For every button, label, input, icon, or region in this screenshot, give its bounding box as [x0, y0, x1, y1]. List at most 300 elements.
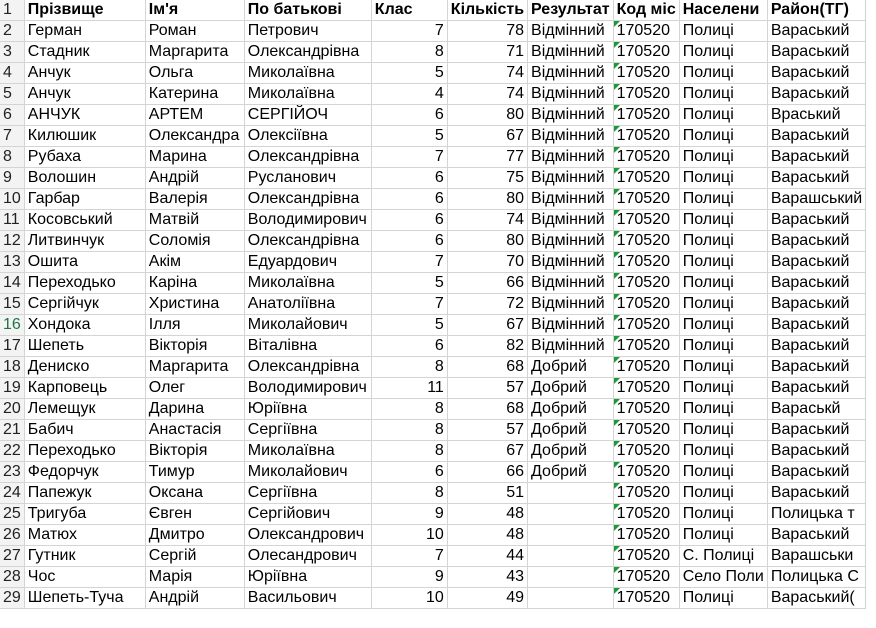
cell-result[interactable]: Відмінний [528, 252, 614, 273]
cell-surname[interactable]: Рубаха [24, 147, 145, 168]
cell-name[interactable]: Марина [145, 147, 244, 168]
cell-class[interactable]: 7 [371, 294, 447, 315]
cell-result[interactable]: Добрий [528, 357, 614, 378]
cell-district[interactable]: Вараський( [767, 588, 865, 609]
row-header[interactable]: 6 [0, 105, 24, 126]
cell-settlement[interactable]: Полиці [679, 441, 767, 462]
cell-name[interactable]: Каріна [145, 273, 244, 294]
cell-name[interactable]: АРТЕМ [145, 105, 244, 126]
cell-result[interactable]: Відмінний [528, 231, 614, 252]
cell-district[interactable]: Вараський [767, 42, 865, 63]
cell-surname[interactable]: Дениско [24, 357, 145, 378]
cell-name[interactable]: Соломія [145, 231, 244, 252]
row-header[interactable]: 21 [0, 420, 24, 441]
cell-district[interactable]: Вараський [767, 84, 865, 105]
row-header[interactable]: 12 [0, 231, 24, 252]
cell-surname[interactable]: Бабич [24, 420, 145, 441]
cell-class[interactable]: 6 [371, 210, 447, 231]
cell-class[interactable]: 6 [371, 189, 447, 210]
row-header[interactable]: 22 [0, 441, 24, 462]
cell-class[interactable]: 4 [371, 84, 447, 105]
cell-count[interactable]: 67 [447, 441, 527, 462]
cell-class[interactable]: 6 [371, 462, 447, 483]
cell-name[interactable]: Вікторія [145, 441, 244, 462]
cell-code[interactable]: 170520 [613, 21, 679, 42]
cell-count[interactable]: 77 [447, 147, 527, 168]
cell-code[interactable]: 170520 [613, 525, 679, 546]
cell-district[interactable]: Вараський [767, 210, 865, 231]
cell-settlement[interactable]: Полиці [679, 147, 767, 168]
row-header[interactable]: 3 [0, 42, 24, 63]
cell-settlement[interactable]: Полиці [679, 357, 767, 378]
cell-district[interactable]: Вараський [767, 21, 865, 42]
cell-name[interactable]: Матвій [145, 210, 244, 231]
cell-result[interactable] [528, 525, 614, 546]
cell-count[interactable]: 78 [447, 21, 527, 42]
cell-header-settlement[interactable]: Населени [679, 0, 767, 21]
cell-name[interactable]: Євген [145, 504, 244, 525]
row-header[interactable]: 24 [0, 483, 24, 504]
cell-name[interactable]: Катерина [145, 84, 244, 105]
cell-district[interactable]: Вараський [767, 483, 865, 504]
cell-class[interactable]: 5 [371, 126, 447, 147]
row-header[interactable]: 23 [0, 462, 24, 483]
cell-code[interactable]: 170520 [613, 84, 679, 105]
cell-patronymic[interactable]: Олександрівна [244, 147, 371, 168]
cell-surname[interactable]: Карповець [24, 378, 145, 399]
cell-patronymic[interactable]: СЕРГІЙОЧ [244, 105, 371, 126]
cell-district[interactable]: Вараський [767, 441, 865, 462]
cell-patronymic[interactable]: Володимирович [244, 210, 371, 231]
cell-count[interactable]: 74 [447, 210, 527, 231]
cell-surname[interactable]: Сергійчук [24, 294, 145, 315]
cell-surname[interactable]: Волошин [24, 168, 145, 189]
cell-code[interactable]: 170520 [613, 294, 679, 315]
cell-result[interactable] [528, 546, 614, 567]
cell-surname[interactable]: Шепеть [24, 336, 145, 357]
cell-district[interactable]: Вараський [767, 168, 865, 189]
cell-district[interactable]: Вараський [767, 63, 865, 84]
cell-name[interactable]: Роман [145, 21, 244, 42]
cell-patronymic[interactable]: Миколаївна [244, 441, 371, 462]
row-header[interactable]: 1 [0, 0, 24, 21]
cell-code[interactable]: 170520 [613, 378, 679, 399]
cell-count[interactable]: 82 [447, 336, 527, 357]
cell-patronymic[interactable]: Олексіївна [244, 126, 371, 147]
cell-surname[interactable]: Стадник [24, 42, 145, 63]
cell-settlement[interactable]: Полиці [679, 315, 767, 336]
cell-result[interactable] [528, 588, 614, 609]
cell-settlement[interactable]: Полиці [679, 504, 767, 525]
cell-code[interactable]: 170520 [613, 126, 679, 147]
cell-settlement[interactable]: С. Полиці [679, 546, 767, 567]
cell-district[interactable]: Вараський [767, 231, 865, 252]
cell-surname[interactable]: Анчук [24, 84, 145, 105]
cell-name[interactable]: Анастасія [145, 420, 244, 441]
cell-patronymic[interactable]: Олександрівна [244, 42, 371, 63]
row-header[interactable]: 4 [0, 63, 24, 84]
cell-surname[interactable]: Килюшик [24, 126, 145, 147]
cell-surname[interactable]: Федорчук [24, 462, 145, 483]
cell-patronymic[interactable]: Олександрович [244, 525, 371, 546]
cell-class[interactable]: 6 [371, 168, 447, 189]
cell-count[interactable]: 43 [447, 567, 527, 588]
cell-patronymic[interactable]: Сергійович [244, 504, 371, 525]
cell-name[interactable]: Акім [145, 252, 244, 273]
cell-count[interactable]: 72 [447, 294, 527, 315]
cell-class[interactable]: 6 [371, 336, 447, 357]
cell-class[interactable]: 6 [371, 231, 447, 252]
cell-patronymic[interactable]: Володимирович [244, 378, 371, 399]
row-header[interactable]: 20 [0, 399, 24, 420]
cell-settlement[interactable]: Полиці [679, 588, 767, 609]
cell-surname[interactable]: Анчук [24, 63, 145, 84]
cell-surname[interactable]: Матюх [24, 525, 145, 546]
cell-result[interactable]: Відмінний [528, 336, 614, 357]
cell-settlement[interactable]: Полиці [679, 462, 767, 483]
cell-class[interactable]: 9 [371, 567, 447, 588]
row-header[interactable]: 15 [0, 294, 24, 315]
cell-settlement[interactable]: Полиці [679, 420, 767, 441]
cell-district[interactable]: Вараський [767, 462, 865, 483]
row-header[interactable]: 26 [0, 525, 24, 546]
cell-surname[interactable]: Переходько [24, 273, 145, 294]
cell-class[interactable]: 8 [371, 399, 447, 420]
cell-header-district[interactable]: Район(ТГ) [767, 0, 865, 21]
cell-code[interactable]: 170520 [613, 399, 679, 420]
cell-result[interactable]: Добрий [528, 378, 614, 399]
cell-surname[interactable]: Косовський [24, 210, 145, 231]
cell-patronymic[interactable]: Юріївна [244, 399, 371, 420]
cell-count[interactable]: 67 [447, 126, 527, 147]
cell-patronymic[interactable]: Миколаївна [244, 84, 371, 105]
cell-settlement[interactable]: Полиці [679, 168, 767, 189]
cell-district[interactable]: Вараський [767, 357, 865, 378]
cell-class[interactable]: 7 [371, 21, 447, 42]
cell-count[interactable]: 74 [447, 63, 527, 84]
cell-settlement[interactable]: Полиці [679, 294, 767, 315]
cell-district[interactable]: Вараський [767, 147, 865, 168]
row-header[interactable]: 14 [0, 273, 24, 294]
row-header[interactable]: 9 [0, 168, 24, 189]
cell-count[interactable]: 66 [447, 273, 527, 294]
row-header[interactable]: 29 [0, 588, 24, 609]
cell-code[interactable]: 170520 [613, 189, 679, 210]
cell-class[interactable]: 9 [371, 504, 447, 525]
cell-settlement[interactable]: Полиці [679, 525, 767, 546]
cell-result[interactable] [528, 567, 614, 588]
cell-code[interactable]: 170520 [613, 63, 679, 84]
cell-patronymic[interactable]: Сергіївна [244, 420, 371, 441]
cell-surname[interactable]: Ошита [24, 252, 145, 273]
cell-result[interactable]: Відмінний [528, 168, 614, 189]
cell-header-result[interactable]: Результат [528, 0, 614, 21]
cell-district[interactable]: Вараськй [767, 399, 865, 420]
cell-code[interactable]: 170520 [613, 588, 679, 609]
cell-result[interactable]: Відмінний [528, 315, 614, 336]
cell-result[interactable]: Відмінний [528, 210, 614, 231]
table-row [0, 315, 866, 336]
cell-header-surname[interactable]: Прізвище [24, 0, 145, 21]
cell-settlement[interactable]: Полиці [679, 210, 767, 231]
row-header[interactable]: 27 [0, 546, 24, 567]
cell-settlement[interactable]: Полиці [679, 63, 767, 84]
cell-result[interactable]: Відмінний [528, 147, 614, 168]
cell-patronymic[interactable]: Олександрівна [244, 189, 371, 210]
cell-name[interactable]: Сергій [145, 546, 244, 567]
cell-district[interactable]: Вараський [767, 252, 865, 273]
cell-class[interactable]: 7 [371, 147, 447, 168]
table-row [0, 588, 866, 609]
table-row [0, 189, 866, 210]
cell-code[interactable]: 170520 [613, 168, 679, 189]
cell-name[interactable]: Вікторія [145, 336, 244, 357]
cell-district[interactable]: Полицька С [767, 567, 865, 588]
cell-class[interactable]: 10 [371, 588, 447, 609]
cell-district[interactable]: Вараський [767, 336, 865, 357]
cell-district[interactable]: Вараський [767, 420, 865, 441]
cell-surname[interactable]: Хондока [24, 315, 145, 336]
cell-code[interactable]: 170520 [613, 357, 679, 378]
cell-patronymic[interactable]: Анатоліївна [244, 294, 371, 315]
cell-settlement[interactable]: Полиці [679, 126, 767, 147]
cell-code[interactable]: 170520 [613, 441, 679, 462]
cell-count[interactable]: 48 [447, 525, 527, 546]
cell-class[interactable]: 6 [371, 105, 447, 126]
cell-header-patronymic[interactable]: По батькові [244, 0, 371, 21]
cell-result[interactable] [528, 483, 614, 504]
cell-count[interactable]: 48 [447, 504, 527, 525]
cell-count[interactable]: 49 [447, 588, 527, 609]
cell-settlement[interactable]: Полиці [679, 378, 767, 399]
table-row [0, 126, 866, 147]
cell-name[interactable]: Андрій [145, 168, 244, 189]
cell-settlement[interactable]: Полиці [679, 105, 767, 126]
cell-code[interactable]: 170520 [613, 546, 679, 567]
cell-settlement[interactable]: Село Поли [679, 567, 767, 588]
cell-code[interactable]: 170520 [613, 42, 679, 63]
cell-name[interactable]: Ілля [145, 315, 244, 336]
cell-count[interactable]: 67 [447, 315, 527, 336]
cell-district[interactable]: Вараський [767, 273, 865, 294]
cell-code[interactable]: 170520 [613, 105, 679, 126]
cell-count[interactable]: 68 [447, 357, 527, 378]
cell-result[interactable]: Добрий [528, 399, 614, 420]
cell-surname[interactable]: Лемещук [24, 399, 145, 420]
cell-name[interactable]: Маргарита [145, 357, 244, 378]
table-row [0, 294, 866, 315]
cell-patronymic[interactable]: Васильович [244, 588, 371, 609]
cell-result[interactable]: Відмінний [528, 21, 614, 42]
cell-name[interactable]: Дмитро [145, 525, 244, 546]
cell-settlement[interactable]: Полиці [679, 273, 767, 294]
cell-patronymic[interactable]: Русланович [244, 168, 371, 189]
cell-count[interactable]: 74 [447, 84, 527, 105]
cell-district[interactable]: Вараський [767, 525, 865, 546]
cell-result[interactable]: Добрий [528, 462, 614, 483]
cell-code[interactable]: 170520 [613, 273, 679, 294]
cell-class[interactable]: 10 [371, 525, 447, 546]
cell-result[interactable]: Відмінний [528, 42, 614, 63]
cell-code[interactable]: 170520 [613, 483, 679, 504]
cell-count[interactable]: 57 [447, 420, 527, 441]
row-header[interactable]: 16 [0, 315, 24, 336]
cell-code[interactable]: 170520 [613, 147, 679, 168]
cell-result[interactable]: Добрий [528, 420, 614, 441]
row-header[interactable]: 11 [0, 210, 24, 231]
cell-count[interactable]: 80 [447, 105, 527, 126]
cell-result[interactable]: Відмінний [528, 189, 614, 210]
cell-result[interactable] [528, 504, 614, 525]
cell-result[interactable]: Відмінний [528, 84, 614, 105]
cell-name[interactable]: Маргарита [145, 42, 244, 63]
cell-patronymic[interactable]: Миколаївна [244, 273, 371, 294]
cell-code[interactable]: 170520 [613, 315, 679, 336]
cell-count[interactable]: 44 [447, 546, 527, 567]
cell-result[interactable]: Відмінний [528, 273, 614, 294]
cell-settlement[interactable]: Полиці [679, 21, 767, 42]
cell-result[interactable]: Відмінний [528, 63, 614, 84]
cell-count[interactable]: 75 [447, 168, 527, 189]
cell-surname[interactable]: Гарбар [24, 189, 145, 210]
cell-patronymic[interactable]: Миколаївна [244, 63, 371, 84]
cell-code[interactable]: 170520 [613, 210, 679, 231]
cell-count[interactable]: 57 [447, 378, 527, 399]
cell-code[interactable]: 170520 [613, 231, 679, 252]
cell-class[interactable]: 8 [371, 441, 447, 462]
cell-result[interactable]: Добрий [528, 441, 614, 462]
cell-name[interactable]: Тимур [145, 462, 244, 483]
row-header[interactable]: 7 [0, 126, 24, 147]
cell-name[interactable]: Ольга [145, 63, 244, 84]
cell-count[interactable]: 70 [447, 252, 527, 273]
cell-settlement[interactable]: Полиці [679, 84, 767, 105]
cell-header-class[interactable]: Клас [371, 0, 447, 21]
cell-class[interactable]: 7 [371, 252, 447, 273]
cell-count[interactable]: 80 [447, 189, 527, 210]
row-header[interactable]: 18 [0, 357, 24, 378]
cell-count[interactable]: 66 [447, 462, 527, 483]
table-row [0, 525, 866, 546]
cell-surname[interactable]: Литвинчук [24, 231, 145, 252]
cell-name[interactable]: Дарина [145, 399, 244, 420]
cell-class[interactable]: 5 [371, 315, 447, 336]
cell-patronymic[interactable]: Петрович [244, 21, 371, 42]
cell-settlement[interactable]: Полиці [679, 231, 767, 252]
cell-header-count[interactable]: Кількість [447, 0, 527, 21]
cell-class[interactable]: 7 [371, 546, 447, 567]
cell-code[interactable]: 170520 [613, 504, 679, 525]
cell-name[interactable]: Андрій [145, 588, 244, 609]
cell-patronymic[interactable]: Олександрівна [244, 357, 371, 378]
cell-district[interactable]: Вараський [767, 294, 865, 315]
cell-name[interactable]: Валерія [145, 189, 244, 210]
cell-settlement[interactable]: Полиці [679, 189, 767, 210]
cell-district[interactable]: Варашськи [767, 546, 865, 567]
cell-class[interactable]: 5 [371, 63, 447, 84]
cell-header-name[interactable]: Ім'я [145, 0, 244, 21]
cell-patronymic[interactable]: Віталівна [244, 336, 371, 357]
cell-header-code[interactable]: Код міс [613, 0, 679, 21]
cell-name[interactable]: Оксана [145, 483, 244, 504]
table-row [0, 63, 866, 84]
cell-patronymic[interactable]: Едуардович [244, 252, 371, 273]
cell-surname[interactable]: Переходько [24, 441, 145, 462]
cell-class[interactable]: 5 [371, 273, 447, 294]
cell-surname[interactable]: Герман [24, 21, 145, 42]
cell-settlement[interactable]: Полиці [679, 336, 767, 357]
cell-district[interactable]: Вараський [767, 315, 865, 336]
table-row [0, 42, 866, 63]
row-header[interactable]: 5 [0, 84, 24, 105]
row-header[interactable]: 13 [0, 252, 24, 273]
cell-class[interactable]: 8 [371, 420, 447, 441]
cell-count[interactable]: 68 [447, 399, 527, 420]
row-header[interactable]: 10 [0, 189, 24, 210]
cell-surname[interactable]: Шепеть-Туча [24, 588, 145, 609]
cell-name[interactable]: Христина [145, 294, 244, 315]
cell-settlement[interactable]: Полиці [679, 252, 767, 273]
cell-code[interactable]: 170520 [613, 567, 679, 588]
row-header[interactable]: 19 [0, 378, 24, 399]
cell-class[interactable]: 8 [371, 357, 447, 378]
cell-code[interactable]: 170520 [613, 420, 679, 441]
cell-name[interactable]: Олександра [145, 126, 244, 147]
row-header[interactable]: 2 [0, 21, 24, 42]
cell-surname[interactable]: АНЧУК [24, 105, 145, 126]
cell-patronymic[interactable]: Олександрівна [244, 231, 371, 252]
table-row [0, 252, 866, 273]
cell-class[interactable]: 8 [371, 42, 447, 63]
cell-patronymic[interactable]: Миколайович [244, 315, 371, 336]
row-header[interactable]: 17 [0, 336, 24, 357]
cell-district[interactable]: Вараський [767, 126, 865, 147]
row-header[interactable]: 8 [0, 147, 24, 168]
cell-settlement[interactable]: Полиці [679, 483, 767, 504]
cell-surname[interactable]: Папежук [24, 483, 145, 504]
cell-patronymic[interactable]: Олесандрович [244, 546, 371, 567]
row-header[interactable]: 25 [0, 504, 24, 525]
cell-surname[interactable]: Тригуба [24, 504, 145, 525]
cell-result[interactable]: Відмінний [528, 126, 614, 147]
cell-patronymic[interactable]: Миколайович [244, 462, 371, 483]
cell-result[interactable]: Відмінний [528, 105, 614, 126]
cell-name[interactable]: Олег [145, 378, 244, 399]
cell-count[interactable]: 51 [447, 483, 527, 504]
cell-result[interactable]: Відмінний [528, 294, 614, 315]
cell-code[interactable]: 170520 [613, 462, 679, 483]
cell-district[interactable]: Вараський [767, 378, 865, 399]
cell-patronymic[interactable]: Юріївна [244, 567, 371, 588]
cell-surname[interactable]: Гутник [24, 546, 145, 567]
cell-surname[interactable]: Чос [24, 567, 145, 588]
cell-district[interactable]: Враський [767, 105, 865, 126]
cell-class[interactable]: 8 [371, 483, 447, 504]
row-header[interactable]: 28 [0, 567, 24, 588]
cell-count[interactable]: 80 [447, 231, 527, 252]
cell-district[interactable]: Варашський [767, 189, 865, 210]
cell-district[interactable]: Полицька т [767, 504, 865, 525]
cell-class[interactable]: 11 [371, 378, 447, 399]
cell-settlement[interactable]: Полиці [679, 399, 767, 420]
table-row [0, 567, 866, 588]
cell-count[interactable]: 71 [447, 42, 527, 63]
cell-name[interactable]: Марія [145, 567, 244, 588]
cell-code[interactable]: 170520 [613, 336, 679, 357]
cell-patronymic[interactable]: Сергіївна [244, 483, 371, 504]
cell-code[interactable]: 170520 [613, 252, 679, 273]
cell-settlement[interactable]: Полиці [679, 42, 767, 63]
